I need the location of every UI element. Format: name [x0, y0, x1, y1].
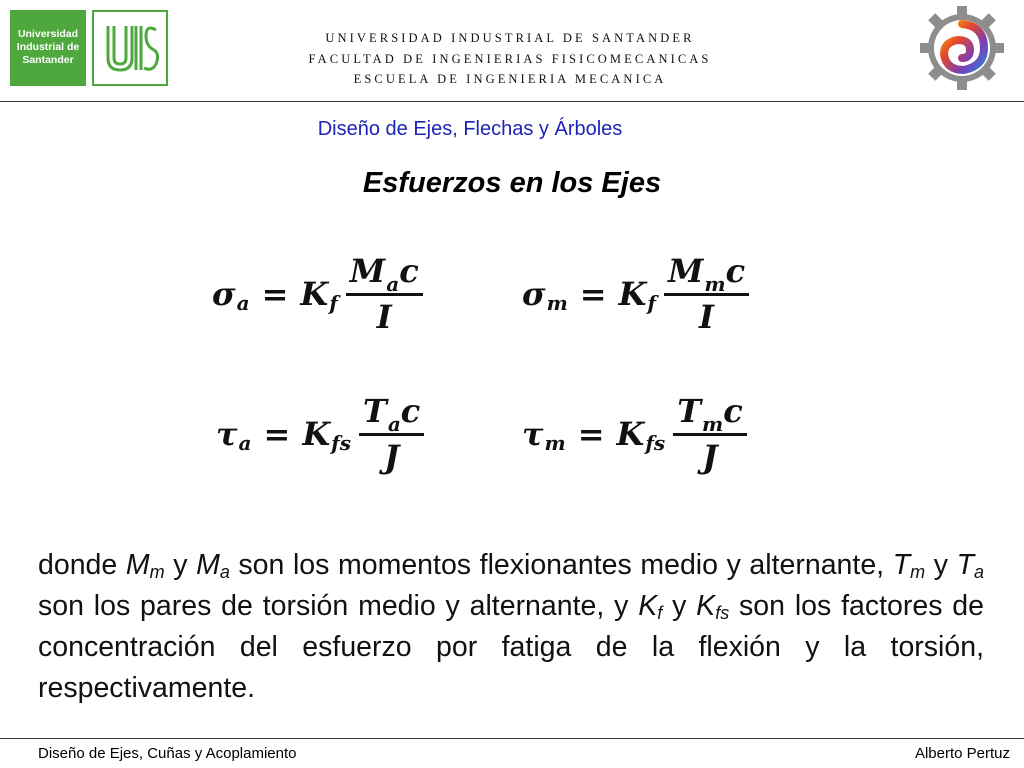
uis-monogram-icon [94, 12, 166, 84]
eq-sign: = [263, 415, 291, 453]
eq-fraction [359, 392, 424, 476]
slide-title: Esfuerzos en los Ejes [362, 167, 662, 199]
institution-header [230, 28, 790, 90]
logo-line: Universidad [17, 28, 79, 40]
equation-tau-a [216, 392, 424, 476]
eq-lhs-sub: m [546, 291, 568, 315]
footer-course-title: Diseño de Ejes, Cuñas y Acoplamiento [38, 745, 297, 762]
eq-sign: = [579, 275, 607, 313]
slide-subtitle: Diseño de Ejes, Flechas y Árboles [317, 118, 623, 140]
eq-fraction [673, 392, 746, 476]
eq-coef: K [618, 275, 647, 313]
eq-denominator: I [376, 298, 392, 336]
equation-sigma-a [212, 252, 423, 336]
eq-coef-sub: fs [331, 431, 351, 455]
explanation-paragraph: donde $M_m$ y $M_a$ son los momentos flexionantes medio y alternante, $T_m$ y $T_a$ son los pares de torsión medio y alternante, y $K_f$ y $K_{fs}$ son los factores de concentración del esfuerzo por fatiga de la flexión y la torsión, respectivamente. [38, 549, 985, 704]
logo-line: Industrial de [16, 41, 80, 53]
footer-author: Alberto Pertuz [914, 745, 1010, 762]
eq-fraction [346, 252, 423, 336]
eq-coef: K [302, 415, 331, 453]
equation-sigma-m [522, 252, 749, 336]
eq-coef: K [616, 415, 645, 453]
eq-lhs-sub: a [238, 431, 252, 455]
eq-coef-sub: fs [645, 431, 666, 455]
university-logo [10, 10, 86, 86]
equation-tau-m [522, 392, 747, 476]
eq-coef: K [300, 275, 329, 313]
eq-lhs: σ [212, 275, 236, 313]
school-name: ESCUELA DE INGENIERIA MECANICA [353, 72, 667, 86]
logo-line: Santander [22, 54, 74, 66]
eq-numerator: $M_ac$ [349, 252, 419, 296]
eq-numerator: $T_ac$ [363, 392, 421, 436]
university-name: UNIVERSIDAD INDUSTRIAL DE SANTANDER [325, 31, 695, 45]
eq-lhs-sub: a [236, 291, 250, 315]
faculty-gear-logo [918, 4, 1006, 92]
eq-lhs-sub: m [544, 431, 566, 455]
eq-denominator: J [702, 438, 718, 476]
eq-numerator: $T_mc$ [677, 392, 743, 436]
eq-sign: = [577, 415, 605, 453]
eq-sign: = [261, 275, 289, 313]
eq-coef-sub: f [329, 291, 338, 315]
header-divider [0, 101, 1024, 102]
eq-fraction [664, 252, 749, 336]
eq-lhs: σ [522, 275, 546, 313]
eq-numerator: $M_mc$ [668, 252, 746, 296]
eq-lhs: τ [522, 415, 544, 453]
eq-denominator: J [384, 438, 400, 476]
eq-coef-sub: f [647, 291, 656, 315]
footer-divider [0, 738, 1024, 739]
faculty-name: FACULTAD DE INGENIERIAS FISICOMECANICAS [308, 51, 712, 66]
eq-denominator: I [699, 298, 715, 336]
eq-lhs: τ [216, 415, 238, 453]
uis-logo [92, 10, 168, 86]
